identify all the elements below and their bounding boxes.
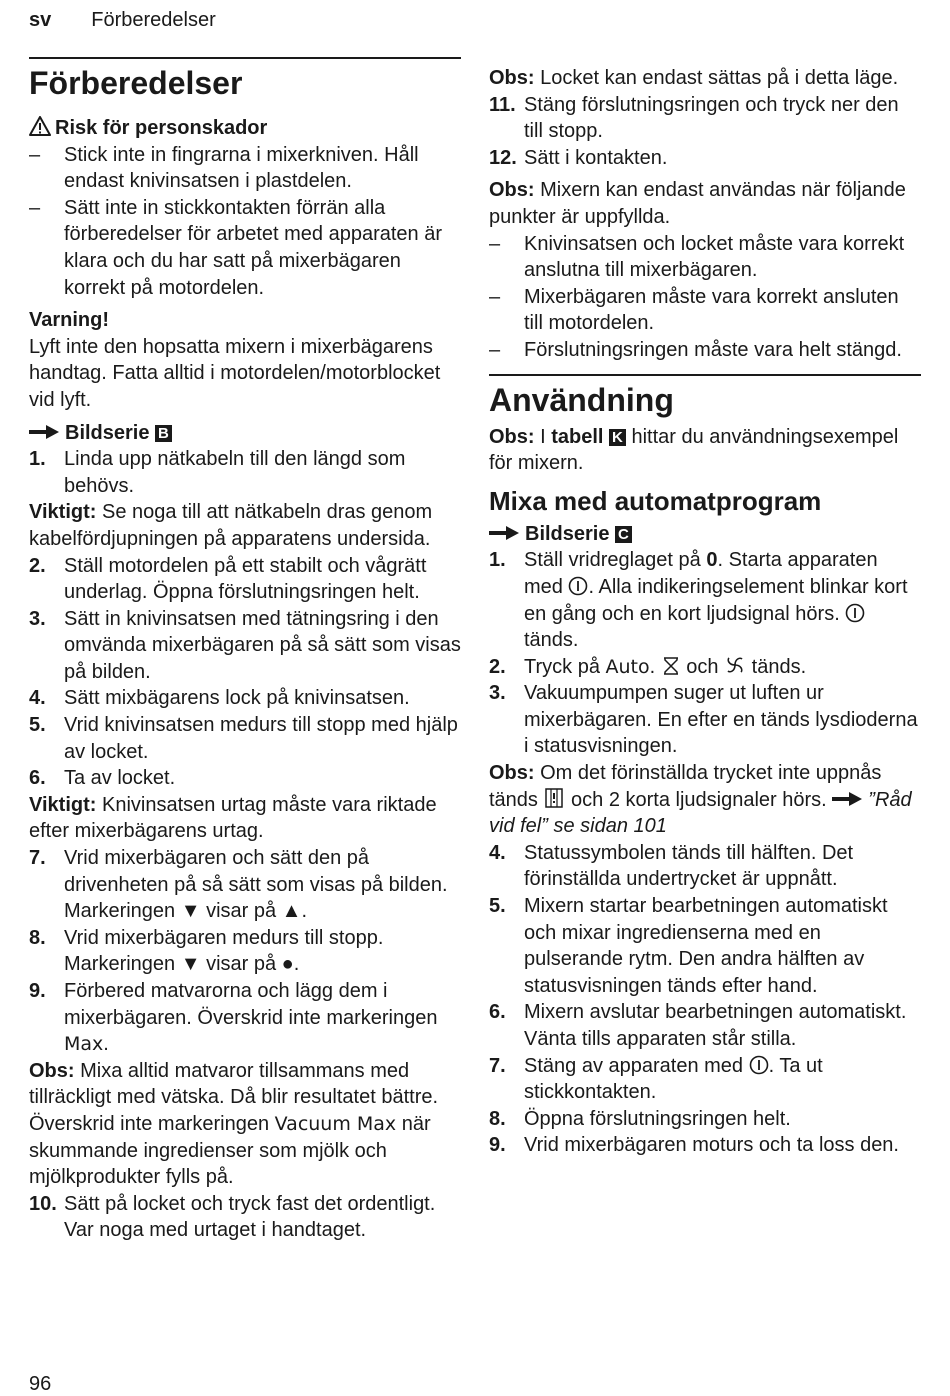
step-item: 7. Vrid mixerbägaren och sätt den på drivenheten på så sätt som visas på bilden. Markeringen ▼ visar på ▲. <box>29 847 448 923</box>
obs-note: Obs: Mixa alltid matvaror tillsammans med tillräckligt med vätska. Då blir resultatet bättre. Överskrid inte markeringen Vacuum Max när skummande ingredienser som mjölk och mjölkprodukter fylls på. <box>29 1059 439 1189</box>
list-item: – Förslutningsringen måste vara helt stängd. <box>489 338 902 361</box>
obs-note: Obs: Om det förinställda trycket inte uppnås tänds och 2 korta ljudsignaler hörs. ”Råd vid fel” se sidan 101 <box>489 762 912 838</box>
arrow-right-icon <box>832 792 862 806</box>
obs-note: Obs: I tabell K hittar du användningsexempel för mixern. <box>489 425 899 475</box>
list-item: – Mixerbägaren måste vara korrekt ansluten till motordelen. <box>489 285 899 335</box>
section-rule <box>489 374 921 376</box>
max-marking: Max <box>64 1033 104 1056</box>
dot-symbol: ● <box>281 953 294 976</box>
step-item: 6. Ta av locket. <box>29 767 176 790</box>
step-item: 3. Sätt in knivinsatsen med tätningsring i den omvända mixerbägaren på så sätt som visas på bilden. <box>29 607 461 683</box>
obs-note: Obs: Mixern kan endast användas när följande punkter är uppfyllda. <box>489 179 906 228</box>
step-item: 4. Statussymbolen tänds till hälften. Det förinställda undertrycket är uppnått. <box>489 841 854 891</box>
cross-reference-link: ”Råd vid fel” se sidan 101 <box>489 788 912 838</box>
step-item: 7. Stäng av apparaten med . Ta ut stickkontakten. <box>489 1054 823 1104</box>
warning-label: Varning! <box>29 309 110 332</box>
left-column <box>29 0 461 1244</box>
section-title: Förberedelser <box>29 65 243 101</box>
step-item: 12. Sätt i kontakten. <box>489 146 668 169</box>
down-triangle-symbol: ▼ <box>180 900 201 923</box>
vacuum-error-icon <box>543 787 565 809</box>
subsection-title: Mixa med automatprogram <box>489 485 822 516</box>
vacuum-max-marking: Vacuum Max <box>274 1112 397 1135</box>
right-column <box>489 0 921 1159</box>
arrow-right-icon <box>489 526 519 540</box>
section-title: Användning <box>489 381 674 418</box>
arrow-right-icon <box>29 425 59 439</box>
language-code: sv <box>29 9 52 31</box>
list-item: – Stick inte in fingrarna i mixerkniven. Håll endast knivinsatsen i plastdelen. <box>29 143 419 193</box>
step-item: 2. Tryck på Auto. och tänds. <box>489 655 807 678</box>
warning-triangle-icon <box>29 116 51 136</box>
page-number: 96 <box>29 1373 52 1395</box>
header-section-title: Förberedelser <box>91 9 216 31</box>
step-item: 3. Vakuumpumpen suger ut luften ur mixerbägaren. En efter en tänds lysdioderna i statusvisningen. <box>489 682 918 758</box>
step-item: 2. Ställ motordelen på ett stabilt och vågrätt underlag. Öppna förslutningsringen helt. <box>29 554 427 604</box>
blender-program-icon <box>724 654 746 676</box>
step-item: 6. Mixern avslutar bearbetningen automatiskt. Vänta tills apparaten står stilla. <box>489 1001 907 1050</box>
power-switch-icon <box>749 1055 769 1075</box>
picture-series-letter: C <box>615 526 632 543</box>
step-item: 4. Sätt mixbägarens lock på knivinsatsen. <box>29 687 410 710</box>
important-note: Viktigt: Se noga till att nätkabeln dras genom kabelfördjupningen på apparatens undersida. <box>29 501 433 550</box>
down-triangle-symbol: ▼ <box>180 953 201 976</box>
up-triangle-symbol: ▲ <box>281 900 302 923</box>
important-note: Viktigt: Knivinsatsen urtag måste vara riktade efter mixerbägarens urtag. <box>29 793 437 843</box>
step-item: 1. Linda upp nätkabeln till den längd som behövs. <box>29 448 406 497</box>
power-switch-icon <box>568 576 588 596</box>
step-item: 5. Mixern startar bearbetningen automatiskt och mixar ingredienserna med en pulserande rytm. Den andra hälften av statusvisningen tänds efter hand. <box>489 895 888 997</box>
step-item: 8. Vrid mixerbägaren medurs till stopp. Markeringen ▼ visar på ●. <box>29 926 384 976</box>
picture-series-letter: B <box>155 425 172 442</box>
step-item: 1. Ställ vridreglaget på 0. Starta apparaten med . Alla indikeringselement blinkar kort en gång och en kort ljudsignal hörs. tänds. <box>489 549 908 652</box>
step-item: 8. Öppna förslutningsringen helt. <box>489 1107 791 1130</box>
table-letter: K <box>609 429 626 446</box>
hourglass-icon <box>661 656 681 676</box>
step-item: 11. Stäng förslutningsringen och tryck ner den till stopp. <box>489 93 899 143</box>
power-switch-icon <box>845 603 865 623</box>
step-item: 5. Vrid knivinsatsen medurs till stopp med hjälp av locket. <box>29 714 458 763</box>
step-item: 10. Sätt på locket och tryck fast det ordentligt. Var noga med urtaget i handtaget. <box>29 1192 436 1242</box>
bildserie-c: Bildserie C <box>489 521 921 548</box>
step-item: 9. Förbered matvarorna och lägg dem i mixerbägaren. Överskrid inte markeringen Max. <box>29 980 438 1056</box>
auto-button-label: Auto <box>605 655 650 678</box>
section-rule <box>29 57 461 59</box>
step-item: 9. Vrid mixerbägaren moturs och ta loss den. <box>489 1134 899 1157</box>
list-item: – Sätt inte in stickkontakten förrän alla förberedelser för arbetet med apparaten är klara och du har satt på mixerbägaren korrekt på motordelen. <box>29 196 442 299</box>
list-item: – Knivinsatsen och locket måste vara korrekt anslutna till mixerbägaren. <box>489 232 905 282</box>
warning-text: Lyft inte den hopsatta mixern i mixerbägarens handtag. Fatta alltid i motordelen/motorblocket vid lyft. <box>29 335 441 411</box>
risk-heading: Risk för personskador <box>29 115 461 142</box>
bildserie-b: Bildserie B <box>29 420 461 447</box>
obs-note: Obs: Locket kan endast sättas på i detta läge. <box>489 67 899 89</box>
